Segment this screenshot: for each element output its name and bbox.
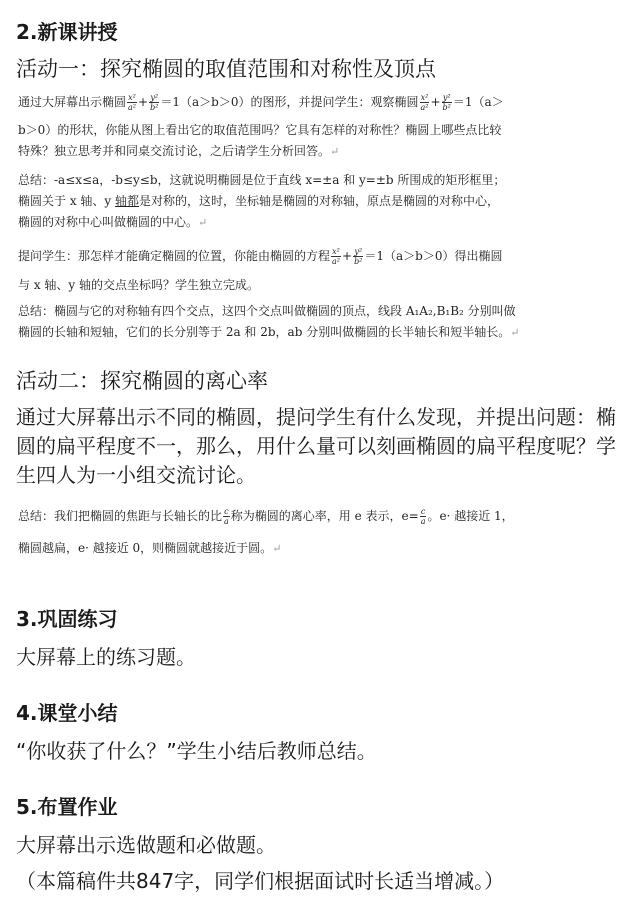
- paragraph-line: [18, 90, 614, 115]
- text-span: 称为椭圆的离心率，用 e 表示，e=: [230, 509, 419, 523]
- activity-2-title: 活动二：探究椭圆的离心率: [16, 369, 268, 393]
- fraction-y: [442, 93, 452, 112]
- fraction-denominator: a²: [128, 103, 136, 112]
- fraction-y: [353, 247, 363, 266]
- question-line: [18, 244, 614, 269]
- activity-2-summary: [18, 503, 614, 559]
- fraction-numerator: y²: [354, 247, 363, 256]
- section-5-body: 大屏幕出示选做题和必做题。: [16, 833, 276, 857]
- plus-sign: +: [430, 95, 441, 109]
- fraction-denominator: b²: [442, 103, 451, 112]
- activity-1-summary-2: [18, 301, 614, 343]
- fraction-numerator: y²: [150, 93, 159, 102]
- plus-sign: +: [138, 95, 149, 109]
- fraction-denominator: b²: [150, 103, 159, 112]
- section-4-body: “你收获了什么？”学生小结后教师总结。: [16, 739, 377, 763]
- text-span: 特殊？独立思考并和同桌交流讨论，之后请学生分析回答。: [18, 144, 331, 158]
- return-mark-icon: ↵: [272, 542, 282, 555]
- summary-line: [18, 322, 614, 343]
- text-span: 是对称的，这时，坐标轴是椭圆的对称轴，原点是椭圆的对称中心，: [139, 194, 500, 208]
- word-count-note: （本篇稿件共847字，同学们根据面试时长适当增减。）: [16, 869, 505, 893]
- text-span: 椭圆关于 x 轴、y: [18, 194, 115, 208]
- section-2-title: 2.新课讲授: [16, 20, 118, 44]
- underlined-text: 轴都: [115, 194, 140, 208]
- fraction-x: [127, 93, 137, 112]
- fraction-denominator: a²: [332, 257, 340, 266]
- fraction-denominator: a²: [420, 103, 429, 112]
- activity-1-summary: [18, 170, 614, 233]
- fraction-x: [420, 93, 430, 112]
- fraction-numerator: x²: [332, 247, 340, 256]
- section-3-body: 大屏幕上的练习题。: [16, 645, 196, 669]
- text-span: ＝1（a＞: [452, 95, 504, 109]
- paragraph-line: b＞0）的形状，你能从图上看出它的取值范围吗？它具有怎样的对称性？椭圆上哪些点比较: [18, 123, 502, 137]
- text-span: 椭圆的长轴和短轴，它们的长分别等于 2a 和 2b，ab 分别叫做椭圆的长半轴长和短半轴长。: [18, 325, 511, 339]
- fraction-numerator: y²: [442, 93, 451, 102]
- text-span: 椭圆越扁，e· 越接近 0，则椭圆就越接近于圆。: [18, 541, 273, 555]
- fraction-numerator: x²: [128, 93, 136, 102]
- summary-line: [18, 191, 614, 212]
- summary-line: [18, 503, 614, 529]
- return-mark-icon: ↵: [510, 326, 520, 339]
- activity-1-paragraph: [18, 90, 614, 162]
- text-span: 。e· 越接近 1，: [427, 509, 514, 523]
- question-line: 与 x 轴、y 轴的交点坐标吗？学生独立完成。: [18, 278, 259, 292]
- fraction-numerator: c: [224, 507, 229, 516]
- summary-line: [18, 212, 614, 233]
- fraction-denominator: a: [420, 517, 426, 526]
- fraction-denominator: a: [224, 517, 229, 526]
- text-span: 通过大屏幕出示椭圆: [18, 95, 127, 109]
- section-4-title: 4.课堂小结: [16, 701, 118, 725]
- fraction-c-over-a: [223, 507, 230, 526]
- text-span: ＝1（a＞b＞0）的图形，并提问学生：观察椭圆: [160, 95, 419, 109]
- activity-1-title: 活动一：探究椭圆的取值范围和对称性及顶点: [16, 57, 436, 81]
- text-span: ＝1（a＞b＞0）得出椭圆: [364, 249, 503, 263]
- fraction-x: [331, 247, 341, 266]
- text-span: 提问学生：那怎样才能确定椭圆的位置，你能由椭圆的方程: [18, 249, 331, 263]
- summary-line: 总结：-a≤x≤a，-b≤y≤b，这就说明椭圆是位于直线 x=±a 和 y=±b 所围成的矩形框里；: [18, 173, 506, 187]
- fraction-numerator: x²: [420, 93, 429, 102]
- summary-line: [18, 538, 614, 559]
- plus-sign: +: [342, 249, 353, 263]
- fraction-c-over-a: [420, 507, 427, 526]
- section-3-title: 3.巩固练习: [16, 607, 118, 631]
- activity-2-body: 通过大屏幕出示不同的椭圆，提问学生有什么发现，并提出问题：椭圆的扁平程度不一，那么，用什么量可以刻画椭圆的扁平程度呢？学生四人为一小组交流讨论。: [16, 405, 616, 487]
- section-5-title: 5.布置作业: [16, 795, 118, 819]
- fraction-numerator: c: [420, 507, 426, 516]
- text-span: 椭圆的对称中心叫做椭圆的中心。: [18, 215, 199, 229]
- return-mark-icon: ↵: [330, 145, 340, 158]
- summary-line: 总结：椭圆与它的对称轴有四个交点，这四个交点叫做椭圆的顶点，线段 A₁A₂,B₁B₂ 分别叫做: [18, 304, 516, 318]
- fraction-denominator: b²: [354, 257, 363, 266]
- fraction-y: [149, 93, 159, 112]
- text-span: 总结：我们把椭圆的焦距与长轴长的比: [18, 509, 223, 523]
- return-mark-icon: ↵: [198, 216, 208, 229]
- paragraph-line: [18, 141, 614, 162]
- activity-1-question-2: [18, 244, 614, 296]
